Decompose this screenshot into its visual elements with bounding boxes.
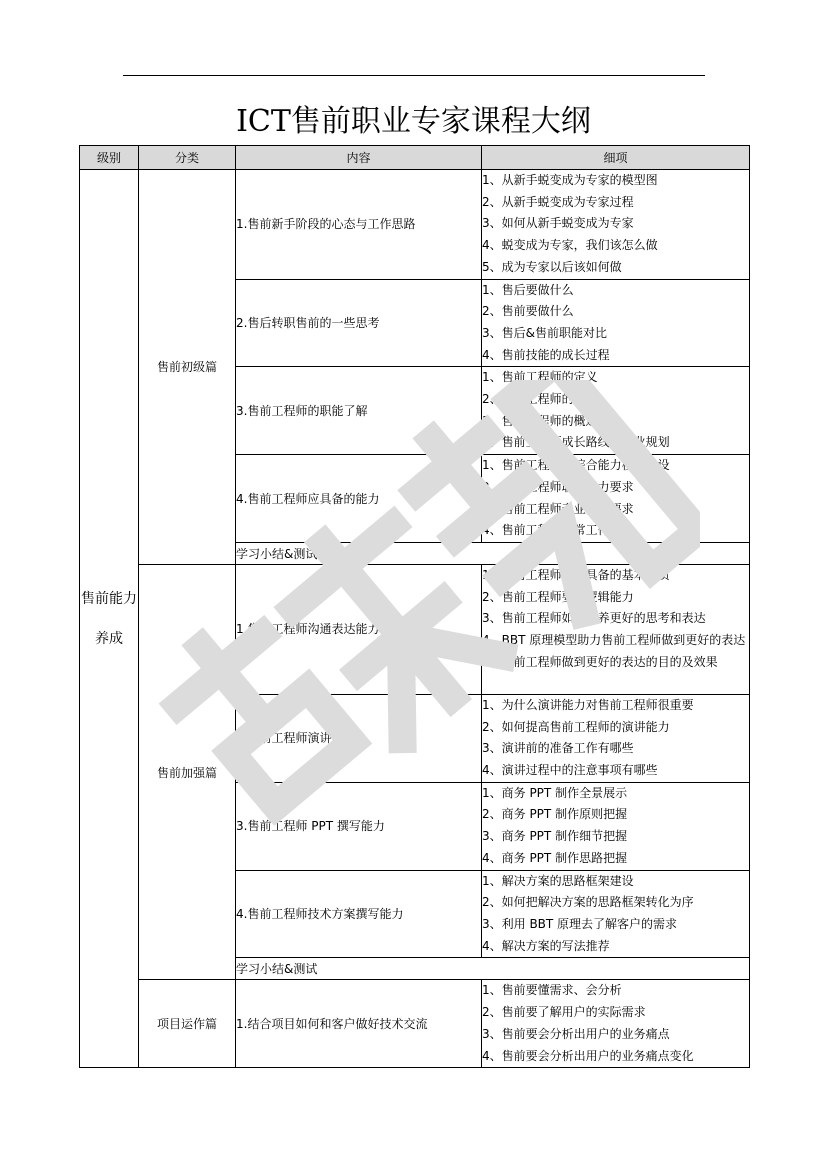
header-content: 内容 <box>236 146 482 170</box>
detail-item: 2、如何提高售前工程师的演讲能力 <box>482 719 670 734</box>
detail-item: 2、售前工程师职业能力要求 <box>482 479 634 494</box>
detail-item: 4、售前工程师成长路线和职业规划 <box>482 435 670 450</box>
summary-cell: 学习小结&测试 <box>236 542 750 564</box>
details-cell <box>482 279 750 367</box>
detail-item: 3、售前工程师的概述 <box>482 413 598 428</box>
detail-item: 4、解决方案的写法推荐 <box>482 938 610 953</box>
details-cell <box>482 367 750 455</box>
table-header-row <box>80 146 750 170</box>
detail-item: 2、商务 PPT 制作原则把握 <box>482 807 628 822</box>
detail-item: 3、演讲前的准备工作有哪些 <box>482 741 634 756</box>
table-row <box>80 980 750 1068</box>
level-cell: 售前能力养成 <box>80 170 139 1068</box>
detail-item: 1、售后要做什么 <box>482 282 574 297</box>
detail-item: 4、售前技能的成长过程 <box>482 347 610 362</box>
content-cell: 4.售前工程师应具备的能力 <box>236 455 482 543</box>
detail-item: 4、BBT 原理模型助力售前工程师做到更好的表达 <box>482 633 746 648</box>
details-cell <box>482 455 750 543</box>
detail-item: 4、商务 PPT 制作思路把握 <box>482 850 628 865</box>
content-cell: 2.售前工程师演讲能力 <box>236 694 482 782</box>
category-cell: 项目运作篇 <box>139 980 236 1068</box>
header-level: 级别 <box>80 146 139 170</box>
details-cell <box>482 564 750 694</box>
header-rule <box>123 75 705 76</box>
header-category: 分类 <box>139 146 236 170</box>
category-cell: 售前初级篇 <box>139 170 236 565</box>
content-cell: 1.售前新手阶段的心态与工作思路 <box>236 170 482 280</box>
content-cell: 3.售前工程师 PPT 撰写能力 <box>236 782 482 870</box>
detail-item: 3、售前工程师如何培养更好的思考和表达 <box>482 611 706 626</box>
detail-item: 2、如何把解决方案的思路框架转化为序 <box>482 895 694 910</box>
detail-item: 2、从新手蜕变成为专家过程 <box>482 194 634 209</box>
details-cell <box>482 870 750 958</box>
detail-item: 1、售前工程师应该具备的基本素质 <box>482 567 670 582</box>
detail-item: 5、成为专家以后该如何做 <box>482 259 622 274</box>
category-cell: 售前加强篇 <box>139 564 236 979</box>
content-cell: 3.售前工程师的职能了解 <box>236 367 482 455</box>
detail-item: 2、售前要了解用户的实际需求 <box>482 1005 646 1020</box>
detail-item: 3、商务 PPT 制作细节把握 <box>482 829 628 844</box>
details-cell <box>482 170 750 280</box>
course-outline-table <box>79 145 750 1068</box>
content-cell: 4.售前工程师技术方案撰写能力 <box>236 870 482 958</box>
detail-item: 3、售前要会分析出用户的业务痛点 <box>482 1026 670 1041</box>
table-row <box>80 170 750 280</box>
detail-item: 4、蜕变成为专家，我们该怎么做 <box>482 238 658 253</box>
header-details: 细项 <box>482 146 750 170</box>
detail-item: 3、如何从新手蜕变成为专家 <box>482 216 634 231</box>
page-title: ICT售前职业专家课程大纲 <box>236 104 591 139</box>
detail-item: 1、从新手蜕变成为专家的模型图 <box>482 173 658 187</box>
details-cell <box>482 782 750 870</box>
content-cell: 2.售后转职售前的一些思考 <box>236 279 482 367</box>
detail-item: 1、为什么演讲能力对售前工程师很重要 <box>482 697 694 712</box>
detail-item: 1、售前工程师的定义 <box>482 370 598 385</box>
detail-item: 3、售前工程师专业能力要求 <box>482 501 634 516</box>
summary-cell: 学习小结&测试 <box>236 958 750 980</box>
detail-item: 1、售前要懂需求、会分析 <box>482 983 622 998</box>
detail-item: 1、售前工程师的综合能力模型建设 <box>482 458 670 473</box>
detail-item: 2、售前工程师要有逻辑能力 <box>482 589 634 604</box>
detail-item: 4、售前要会分析出用户的业务痛点变化 <box>482 1048 694 1063</box>
table-row <box>80 564 750 694</box>
detail-item: 5、售前工程师做到更好的表达的目的及效果 <box>482 654 718 669</box>
content-cell: 1.售前工程师沟通表达能力 <box>236 564 482 694</box>
detail-item: 2、售前要做什么 <box>482 304 574 319</box>
detail-item: 1、商务 PPT 制作全景展示 <box>482 785 628 800</box>
details-cell <box>482 694 750 782</box>
detail-item: 4、演讲过程中的注意事项有哪些 <box>482 763 658 778</box>
detail-item: 1、解决方案的思路框架建设 <box>482 873 634 888</box>
detail-item: 4、售前工程师日常工作 <box>482 523 610 538</box>
detail-item: 3、售后&售前职能对比 <box>482 325 607 340</box>
details-cell <box>482 980 750 1068</box>
content-cell: 1.结合项目如何和客户做好技术交流 <box>236 980 482 1068</box>
detail-item: 3、利用 BBT 原理去了解客户的需求 <box>482 916 678 931</box>
detail-item: 2、售前工程师的分类 <box>482 392 598 407</box>
